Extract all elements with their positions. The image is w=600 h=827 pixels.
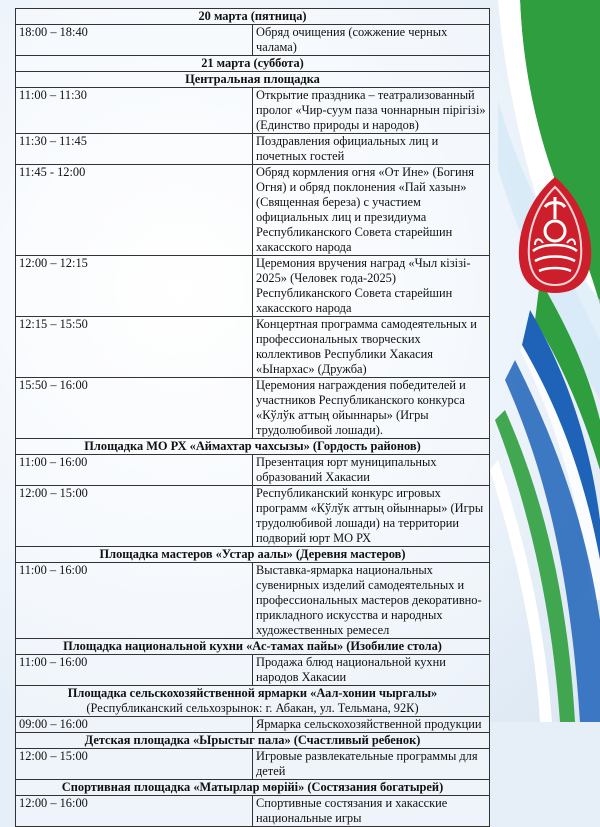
event-schedule-table [15, 8, 490, 827]
table-row [16, 134, 490, 165]
event-time: 12:00 – 15:00 [16, 486, 253, 547]
section-header-row [16, 686, 490, 717]
table-row [16, 256, 490, 317]
event-description: Церемония награждения победителей и участников Республиканского конкурса «Кўлўк аттың ойыннары» (Игры трудолюбивой лошади). [253, 378, 490, 439]
event-description: Концертная программа самодеятельных и профессиональных творческих коллективов Республики Хакасия «Ынархас» (Дружба) [253, 317, 490, 378]
section-title: Площадка сельскохозяйственной ярмарки «Аал-хонии чыргалы» [67, 686, 438, 700]
event-time: 12:00 – 16:00 [16, 796, 253, 827]
event-time: 15:50 – 16:00 [16, 378, 253, 439]
event-time: 11:00 – 16:00 [16, 655, 253, 686]
event-time: 18:00 – 18:40 [16, 25, 253, 56]
table-row [16, 486, 490, 547]
event-description: Спортивные состязания и хакасские национальные игры [253, 796, 490, 827]
day1-header-row [16, 9, 490, 25]
section-header-row [16, 639, 490, 655]
table-row [16, 378, 490, 439]
day2-date: 21 марта (суббота) [16, 56, 490, 72]
event-description: Республиканский конкурс игровых программ «Кўлўк аттың ойыннары» (Игры трудолюбивой лошади) на территории подворий юрт МО РХ [253, 486, 490, 547]
event-time: 12:00 – 15:00 [16, 749, 253, 780]
event-description: Выставка-ярмарка национальных сувенирных изделий самодеятельных и профессиональных мастеров декоративно-прикладного искусства и народных художественных ремесел [253, 563, 490, 639]
table-row [16, 317, 490, 378]
event-description: Ярмарка сельскохозяйственной продукции [253, 717, 490, 733]
event-time: 12:00 – 12:15 [16, 256, 253, 317]
event-description: Церемония вручения наград «Чыл кiзiзi-2025» (Человек года-2025) Республиканского Совета старейшин хакасского народа [253, 256, 490, 317]
section-title: Детская площадка «Ырыстыг пала» (Счастливый ребенок) [16, 733, 490, 749]
day2-header-row [16, 56, 490, 72]
section-header-row [16, 547, 490, 563]
table-row [16, 655, 490, 686]
section-title: Площадка МО РХ «Аймахтар чахсызы» (Гордость районов) [16, 439, 490, 455]
section-header-row [16, 72, 490, 88]
table-row [16, 25, 490, 56]
event-time: 11:45 - 12:00 [16, 165, 253, 256]
event-description: Поздравления официальных лиц и почетных гостей [253, 134, 490, 165]
event-description: Игровые развлекательные программы для детей [253, 749, 490, 780]
event-time: 11:00 – 11:30 [16, 88, 253, 134]
hakas-ornament-icon [513, 173, 597, 297]
section-title: Площадка национальной кухни «Ас-тамах пайы» (Изобилие стола) [16, 639, 490, 655]
section-title: Площадка мастеров «Устар аалы» (Деревня мастеров) [16, 547, 490, 563]
table-row [16, 165, 490, 256]
event-time: 11:00 – 16:00 [16, 455, 253, 486]
section-heading [16, 686, 490, 717]
event-description: Продажа блюд национальной кухни народов Хакасии [253, 655, 490, 686]
day1-date: 20 марта (пятница) [16, 9, 490, 25]
section-title: Спортивная площадка «Матырлар мөрiйi» (Состязания богатырей) [16, 780, 490, 796]
event-time: 09:00 – 16:00 [16, 717, 253, 733]
table-row [16, 88, 490, 134]
event-description: Открытие праздника – театрализованный пролог «Чир-суум паза чоннарнын пiрiгiзi» (Единство природы и народов) [253, 88, 490, 134]
event-description: Обряд очищения (сожжение черных чалама) [253, 25, 490, 56]
table-row [16, 749, 490, 780]
section-header-row [16, 439, 490, 455]
table-row [16, 563, 490, 639]
section-header-row [16, 780, 490, 796]
table-row [16, 717, 490, 733]
event-description: Обряд кормления огня «От Ине» (Богиня Огня) и обряд поклонения «Пай хазын» (Священная береза) с участием официальных лиц и президиума Республиканского Совета старейшин хакасского народа [253, 165, 490, 256]
event-time: 11:30 – 11:45 [16, 134, 253, 165]
event-time: 12:15 – 15:50 [16, 317, 253, 378]
event-description: Презентация юрт муниципальных образований Хакасии [253, 455, 490, 486]
table-row [16, 796, 490, 827]
section-title: Центральная площадка [16, 72, 490, 88]
section-address: (Республиканский сельхозрынок: г. Абакан, ул. Тельмана, 92К) [86, 701, 419, 715]
section-header-row [16, 733, 490, 749]
table-row [16, 455, 490, 486]
event-time: 11:00 – 16:00 [16, 563, 253, 639]
